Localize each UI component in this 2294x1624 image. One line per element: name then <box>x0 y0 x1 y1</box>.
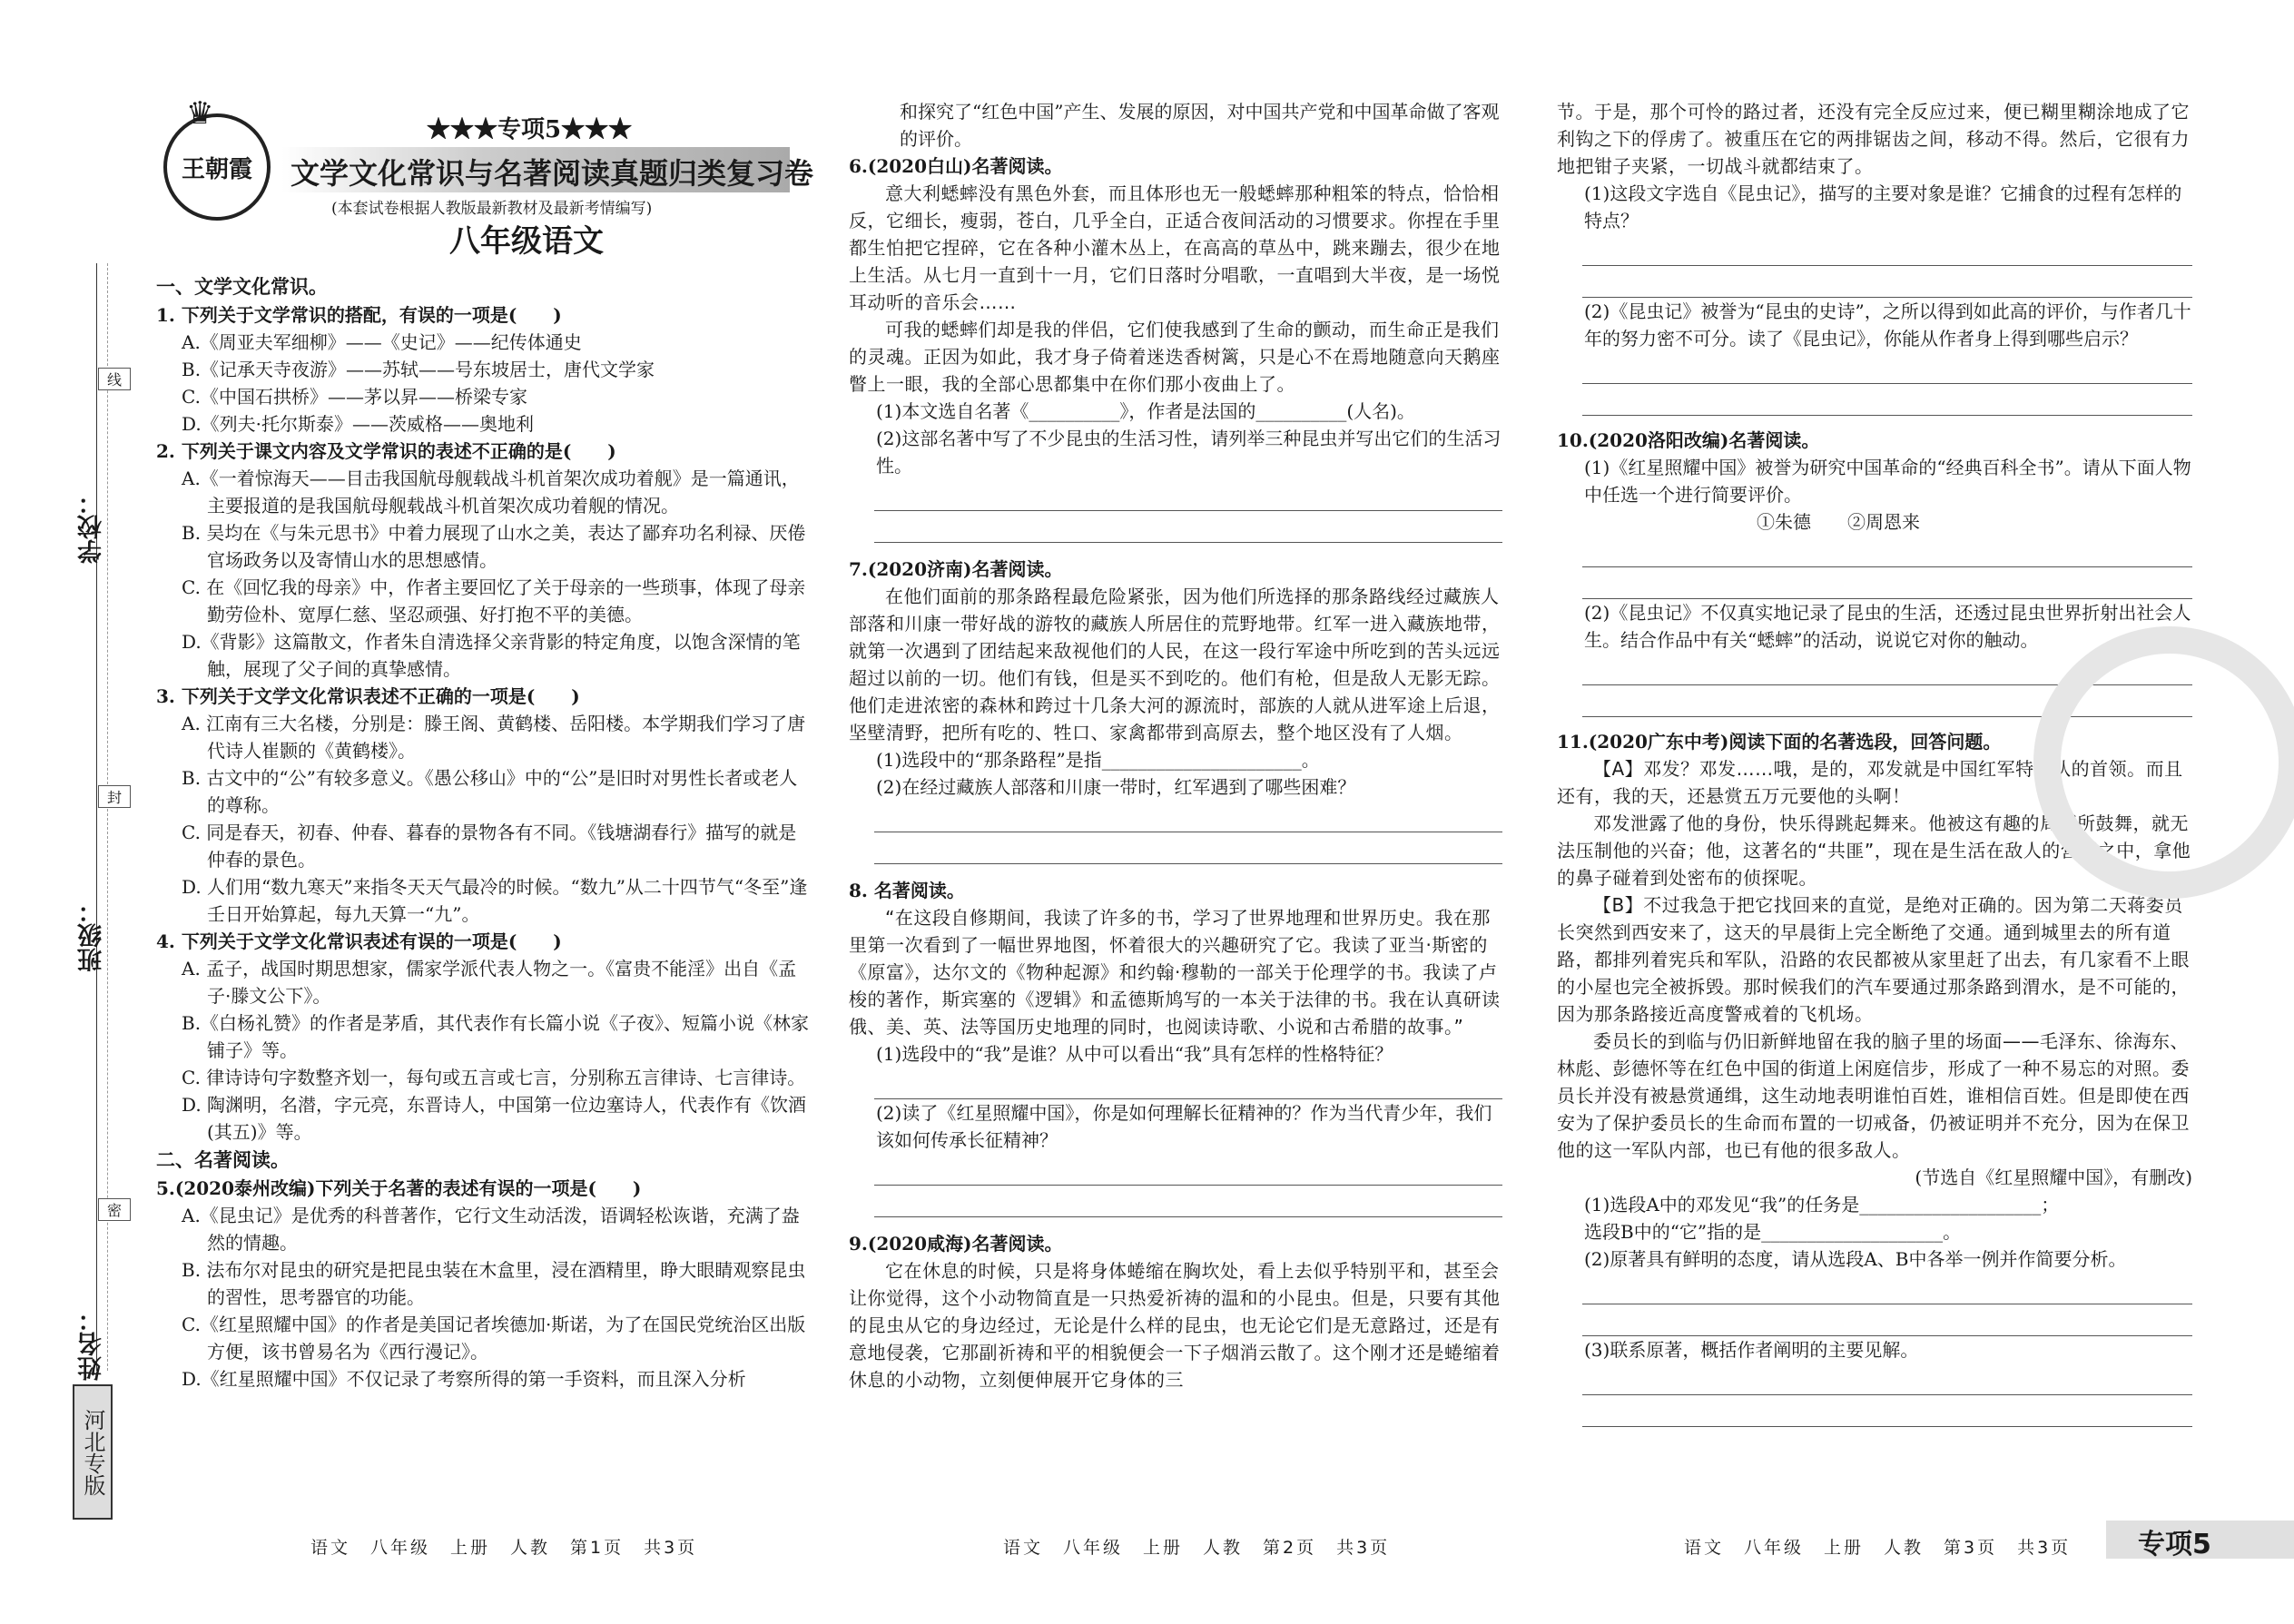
answer-line[interactable] <box>1582 266 2192 298</box>
option: B.《白杨礼赞》的作者是茅盾，其代表作有长篇小说《子夜》、短篇小说《林家铺子》等。 <box>182 1012 810 1061</box>
answer-line[interactable] <box>1582 234 2192 266</box>
passage: “在这段自修期间，我读了许多的书，学习了世界地理和世界历史。我在那里第一次看到了一幅世界地图，怀着很大的兴趣研究了它。我读了亚当·斯密的《原富》，达尔文的《物种起源》和约翰·穆勒的一部关于伦理学的书。我读了卢梭的著作，斯宾塞的《逻辑》和孟德斯鸠写的一本关于法律的书。我在认真研读俄、美、英、法等国历史地理的同时，也阅读诗歌、小说和古希腊的故事。” <box>849 907 1501 1038</box>
answer-line[interactable] <box>1582 536 2192 567</box>
option: B. 吴均在《与朱元思书》中着力展现了山水之美，表达了鄙弃功名利禄、厌倦官场政务以及寄情山水的思想感情。 <box>182 522 806 571</box>
question-stem: 4. 下列关于文学文化常识表述有误的一项是( ) <box>156 930 562 952</box>
name-label: 姓名： <box>78 1307 106 1381</box>
option: D.《列夫·托尔斯泰》——茨威格——奥地利 <box>182 413 535 435</box>
subquestion: (1)本文选自名著《__________》，作者是法国的__________(人名)。 <box>876 400 1415 422</box>
answer-line[interactable] <box>1582 567 2192 599</box>
class-label: 班级： <box>78 899 106 972</box>
choices: ①朱德 ②周恩来 <box>1757 511 1920 533</box>
passage: 邓发泄露了他的身份，快乐得跳起舞来。他被这有趣的局面所鼓舞，就无法压制他的兴奋；他，这著名的“共匪”，现在是生活在敌人的营幕之中，拿他的鼻子碰着到处密布的侦探呢。 <box>1557 812 2191 889</box>
passage: 在他们面前的那条路程最危险紧张，因为他们所选择的那条路线经过藏族人部落和川康一带好战的游牧的藏族人所居住的荒野地带。红军一进入藏族地带，就第一次遇到了团结起来敌视他们的人民，在这一段行军途中所吃到的苦头远远超过以前的一切。他们有钱，但是买不到吃的。他们有枪，但是敌人无影无踪。他们走进浓密的森林和跨过十几条大河的源流时，部族的人就从进军途上后退，坚壁清野，把所有吃的、牲口、家禽都带到高原去，整个地区没有了人烟。 <box>849 586 1501 743</box>
option: D.《红星照耀中国》不仅记录了考察所得的第一手资料，而且深入分析 <box>182 1368 746 1390</box>
section-heading: 二、名著阅读。 <box>156 1149 290 1171</box>
passage: 可我的蟋蟀们却是我的伴侣，它们使我感到了生命的颤动，而生命正是我们的灵魂。正因为如此，我才身子倚着迷迭香树篱，只是心不在焉地随意向天鹅座瞥上一眼，我的全部心思都集中在你们那小夜曲上了。 <box>849 319 1501 395</box>
watermark-seal <box>2033 626 2294 899</box>
question-title: 10.(2020洛阳改编)名著阅读。 <box>1557 429 1820 451</box>
option: A.《一着惊海天——目击我国航母舰载战斗机首架次成功着舰》是一篇通讯，主要报道的是我国航母舰载战斗机首架次成功着舰的情况。 <box>182 468 800 517</box>
question-title: 8. 名著阅读。 <box>849 880 965 901</box>
subquestion: (1)这段文字选自《昆虫记》，描写的主要对象是谁？它捕食的过程有怎样的特点？ <box>1584 182 2182 231</box>
passage: 委员长的到临与仍旧新鲜地留在我的脑子里的场面——毛泽东、徐海东、林彪、彭德怀等在红色中国的街道上闲庭信步，形成了一种不易忘的对照。委员长并没有被悬赏通缉，这生动地表明谁怕百姓，谁相信百姓。但是即使在西安为了保护委员长的生命而布置的一切戒备，仍被证明并不充分，因为在保卫他的这一军队内部，也已有他的很多敌人。 <box>1557 1030 2190 1161</box>
subquestion: (2)《昆虫记》不仅真实地记录了昆虫的生活，还透过昆虫世界折射出社会人生。结合作品中有关“蟋蟀”的活动，说说它对你的触动。 <box>1584 602 2191 651</box>
column-2 <box>849 0 1502 1624</box>
grade-subject: 八年级语文 <box>449 223 604 260</box>
answer-line[interactable] <box>874 801 1502 832</box>
page-title: 文学文化常识与名著阅读真题归类复习卷 <box>290 156 814 191</box>
question-title: 9.(2020咸海)名著阅读。 <box>849 1233 1063 1255</box>
subquestion: (2)这部名著中写了不少昆虫的生活习性，请列举三种昆虫并写出它们的生活习性。 <box>876 428 1501 477</box>
edition-badge: 河北专版 <box>73 1384 113 1520</box>
subquestion: (1)选段A中的邓发见“我”的任务是____________________； <box>1584 1194 2060 1216</box>
logo-text: 王朝霞 <box>181 155 252 183</box>
subquestion: (1)选段中的“我”是谁？从中可以看出“我”具有怎样的性格特征？ <box>876 1043 1393 1065</box>
option: C. 同是春天，初春、仲春、暮春的景物各有不同。《钱塘湖春行》描写的就是仲春的景色。 <box>182 822 797 871</box>
page-subtitle: (本套试卷根据人教版最新教材及最新考情编写) <box>331 200 653 218</box>
answer-line[interactable] <box>1582 1395 2192 1427</box>
corner-label: 专项5 <box>2138 1529 2211 1560</box>
passage-continued: 节。于是，那个可怜的路过者，还没有完全反应过来，便已糊里糊涂地成了它利钩之下的俘虏了。被重压在它的两排锯齿之间，移动不得。然后，它很有力地把钳子夹紧，一切战斗就都结束了。 <box>1557 101 2190 177</box>
subquestion: (2)在经过藏族人部落和川康一带时，红军遇到了哪些困难？ <box>876 776 1356 798</box>
seal-line: 线 <box>98 368 131 390</box>
answer-line[interactable] <box>874 1186 1502 1217</box>
subquestion: (1)选段中的“那条路程”是指______________________。 <box>876 749 1320 771</box>
option: C. 律诗诗句字数整齐划一，每句或五言或七言，分别称五言律诗、七言律诗。 <box>182 1067 806 1088</box>
answer-line[interactable] <box>1582 352 2192 384</box>
page-footer: 语文 八年级 上册 人教 第2页 共3页 <box>1003 1538 1391 1558</box>
school-label: 学校： <box>78 490 106 564</box>
page-footer: 语文 八年级 上册 人教 第3页 共3页 <box>1684 1538 2072 1558</box>
answer-line[interactable] <box>874 1068 1502 1099</box>
special-label: ★★★专项5★★★ <box>427 116 633 143</box>
option: A.《周亚夫军细柳》——《史记》——纪传体通史 <box>182 331 582 353</box>
section-heading: 一、文学文化常识。 <box>156 276 328 298</box>
subquestion: (2)读了《红星照耀中国》，你是如何理解长征精神的？作为当代青少年，我们该如何传承长征精神？ <box>876 1102 1492 1151</box>
source-note: (节选自《红星照耀中国》，有删改) <box>1915 1166 2192 1188</box>
passage: 【A】邓发？邓发……哦，是的，邓发就是中国红军特务队的首领。而且还有，我的天，还悬赏五万元要他的头啊！ <box>1557 758 2183 807</box>
answer-line[interactable] <box>1582 1273 2192 1304</box>
option: D.《背影》这篇散文，作者朱自清选择父亲背影的特定角度，以饱含深情的笔触，展现了父子间的真挚感情。 <box>182 631 801 680</box>
question-stem: 3. 下列关于文学文化常识表述不正确的一项是( ) <box>156 685 580 707</box>
subquestion: (2)《昆虫记》被誉为“昆虫的史诗”，之所以得到如此高的评价，与作者几十年的努力密不可分。读了《昆虫记》，你能从作者身上得到哪些启示？ <box>1584 300 2191 349</box>
answer-line[interactable] <box>874 479 1502 511</box>
subquestion: (2)原著具有鲜明的态度，请从选段A、B中各举一例并作简要分析。 <box>1584 1248 2127 1270</box>
passage: 意大利蟋蟀没有黑色外套，而且体形也无一般蟋蟀那种粗笨的特点，恰恰相反，它细长，瘦弱，苍白，几乎全白，正适合夜间活动的习惯要求。你捏在手里都生怕把它捏碎，它在各种小灌木丛上，在高高的草丛中，跳来蹦去，很少在地上生活。从七月一直到十一月，它们日落时分唱歌，一直唱到大半夜，是一场悦耳动听的音乐会…… <box>849 182 1501 313</box>
option: B.《记承天寺夜游》——苏轼——号东坡居士，唐代文学家 <box>182 359 655 380</box>
answer-line[interactable] <box>874 1154 1502 1186</box>
question-stem: 2. 下列关于课文内容及文学常识的表述不正确的是( ) <box>156 440 616 462</box>
option: C.《中国石拱桥》——茅以昇——桥梁专家 <box>182 386 527 408</box>
question-title: 7.(2020济南)名著阅读。 <box>849 558 1063 580</box>
question-title: 6.(2020白山)名著阅读。 <box>849 155 1063 177</box>
passage: 【B】不过我急于把它找回来的直觉，是绝对正确的。因为第二天蒋委员长突然到西安来了，这天的早晨街上完全断绝了交通。通到城里去的所有道路，都排列着宪兵和军队，沿路的农民都被从家里赶了出去，有几家看不上眼的小屋也完全被拆毁。那时候我们的汽车要通过那条路到渭水，是不可能的，因为那条路接近高度警戒着的飞机场。 <box>1557 894 2190 1025</box>
question-stem: 5.(2020泰州改编)下列关于名著的表述有误的一项是( ) <box>156 1177 642 1199</box>
option: D. 陶渊明，名潜，字元亮，东晋诗人，中国第一位边塞诗人，代表作有《饮酒(其五)》等。 <box>182 1094 807 1143</box>
question-title: 11.(2020广东中考)阅读下面的名著选段，回答问题。 <box>1557 731 2002 753</box>
answer-line[interactable] <box>874 832 1502 864</box>
option: B. 法布尔对昆虫的研究是把昆虫装在木盒里，浸在酒精里，睁大眼睛观察昆虫的習性，思考器官的功能。 <box>182 1259 806 1308</box>
option: C. 在《回忆我的母亲》中，作者主要回忆了关于母亲的一些琐事，体现了母亲勤劳俭朴、宽厚仁慈、坚忍顽强、好打抱不平的美德。 <box>182 576 806 625</box>
answer-line[interactable] <box>1582 1304 2192 1336</box>
page-footer: 语文 八年级 上册 人教 第1页 共3页 <box>310 1538 698 1558</box>
seal-secret: 密 <box>98 1198 131 1221</box>
option: A. 江南有三大名楼，分别是：滕王阁、黄鹤楼、岳阳楼。本学期我们学习了唐代诗人崔颢的《黄鹤楼》。 <box>182 713 806 762</box>
seal-seal: 封 <box>98 785 131 808</box>
option: A. 孟子，战国时期思想家，儒家学派代表人物之一。《富贵不能淫》出自《孟子·滕文公下》。 <box>182 958 797 1007</box>
question-stem: 1. 下列关于文学常识的搭配，有误的一项是( ) <box>156 304 562 326</box>
option: D. 人们用“数九寒天”来指冬天天气最冷的时候。“数九”从二十四节气“冬至”逢壬日开始算起，每九天算一“九”。 <box>182 876 808 925</box>
passage: 它在休息的时候，只是将身体蜷缩在胸坎处，看上去似乎特别平和，甚至会让你觉得，这个小动物简直是一只热爱祈祷的温和的小昆虫。但是，只要有其他的昆虫从它的身边经过，无论是什么样的昆虫，也无论它们是无意路过，还是有意地侵袭，它那副祈祷和平的相貌便会一下子烟消云散了。这个刚才还是蜷缩着休息的小动物，立刻便伸展开它身体的三 <box>849 1260 1501 1391</box>
column-1 <box>156 0 810 1624</box>
answer-line[interactable] <box>874 511 1502 543</box>
answer-line[interactable] <box>1582 1363 2192 1395</box>
binding-line <box>96 263 97 1371</box>
option: C.《红星照耀中国》的作者是美国记者埃德加·斯诺，为了在国民党统治区出版方便，该书曾易名为《西行漫记》。 <box>182 1314 806 1363</box>
option: A.《昆虫记》是优秀的科普著作，它行文生动活泼，语调轻松诙谐，充满了盎然的情趣。 <box>182 1205 800 1254</box>
subquestion: (3)联系原著，概括作者阐明的主要见解。 <box>1584 1339 1919 1361</box>
option: B. 古文中的“公”有较多意义。《愚公移山》中的“公”是旧时对男性长者或老人的尊称。 <box>182 767 798 816</box>
question-continued: 和探究了“红色中国”产生、发展的原因，对中国共产党和中国革命做了客观的评价。 <box>900 101 1500 150</box>
answer-line[interactable] <box>1582 384 2192 416</box>
subquestion: (1)《红星照耀中国》被誉为研究中国革命的“经典百科全书”。请从下面人物中任选一个进行简要评价。 <box>1584 457 2191 506</box>
crown-icon: ♛ <box>186 95 214 132</box>
subquestion: 选段B中的“它”指的是____________________。 <box>1584 1221 1962 1243</box>
